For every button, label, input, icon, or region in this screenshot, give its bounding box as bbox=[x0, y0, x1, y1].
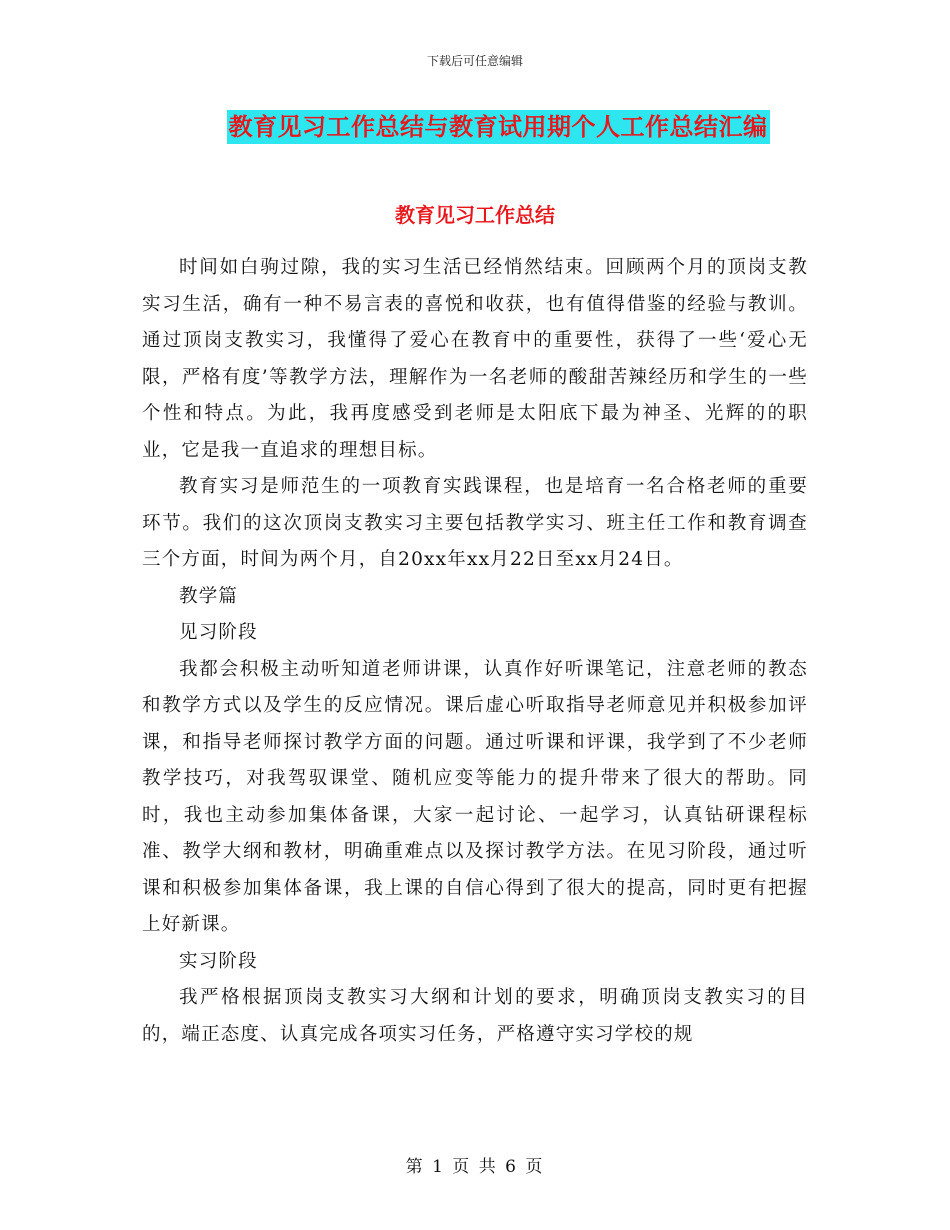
section-heading-practice: 实习阶段 bbox=[179, 950, 258, 972]
paragraph: 我严格根据顶岗支教实习大纲和计划的要求，明确顶岗支教实习的目的，端正态度、认真完成各项实习任务，严格遵守实习学校的规 bbox=[142, 987, 808, 1045]
section-title: 教育见习工作总结 bbox=[395, 203, 555, 227]
footer-prefix: 第 bbox=[405, 1157, 425, 1177]
paragraph: 我都会积极主动听知道老师讲课，认真作好听课笔记，注意老师的教态和教学方式以及学生的反应情况。课后虚心听取指导老师意见并积极参加评课，和指导老师探讨教学方面的问题。通过听课和评课，我学到了不少老师教学技巧，对我驾驭课堂、随机应变等能力的提升带来了很大的帮助。同时，我也主动参加集体备课，大家一起讨论、一起学习，认真钻研课程标准、教学大纲和教材，明确重难点以及探讨教学方法。在见习阶段，通过听课和积极参加集体备课，我上课的自信心得到了很大的提高，同时更有把握上好新课。 bbox=[142, 658, 808, 935]
paragraph: 教育实习是师范生的一项教育实践课程，也是培育一名合格老师的重要环节。我们的这次顶岗支教实习主要包括教学实习、班主任工作和教育调查三个方面，时间为两个月，自20xx年xx月22日至xx月24日。 bbox=[142, 476, 808, 570]
footer-middle: 页 共 bbox=[452, 1157, 498, 1177]
document-body bbox=[142, 250, 808, 1053]
total-pages-number: 6 bbox=[505, 1157, 518, 1177]
section-heading-observation: 见习阶段 bbox=[179, 622, 258, 643]
header-note: 下载后可任意编辑 bbox=[426, 54, 523, 68]
section-heading-teaching: 教学篇 bbox=[179, 585, 239, 607]
document-main-title: 教育见习工作总结与教育试用期个人工作总结汇编 bbox=[227, 110, 770, 144]
paragraph: 时间如白驹过隙，我的实习生活已经悄然结束。回顾两个月的顶岗支教实习生活，确有一种不易言表的喜悦和收获，也有值得借鉴的经验与教训。通过顶岗支教实习，我懂得了爱心在教育中的重要性，获得了一些‘爱心无限，严格有度’等教学方法，理解作为一名老师的酸甜苦辣经历和学生的一些个性和特点。为此，我再度感受到老师是太阳底下最为神圣、光辉的的职业，它是我一直追求的理想目标。 bbox=[142, 257, 808, 461]
main-title-container bbox=[0, 110, 950, 144]
footer-suffix: 页 bbox=[525, 1157, 545, 1177]
page-footer bbox=[0, 1152, 950, 1177]
current-page-number: 1 bbox=[432, 1157, 445, 1177]
